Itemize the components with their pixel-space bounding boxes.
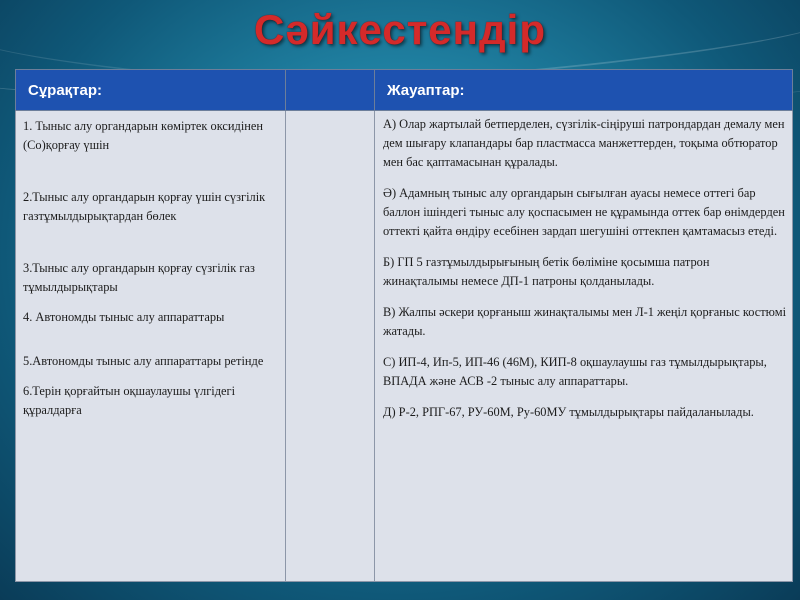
answer-item: А) Олар жартылай бетперделен, сүзгілік-сіңіруші патрондардан демалу мен дем шығару клапандары бар пластмасса манжеттерден, тоқыма обтюратор мен бас қаптамасынан құралады. [383,117,785,169]
answer-item: Б) ГП 5 газтұмылдырығының бетік бөліміне қосымша патрон жинақталымы немесе ДП-1 патроны қолданылады. [383,255,710,288]
answers-cell [375,111,793,582]
empty-cell [286,111,375,582]
question-item: 3.Тыныс алу органдарын қорғау сүзгілік газ тұмылдырықтары [23,261,255,294]
table-header-row [16,70,793,111]
questions-cell [16,111,286,582]
header-answers: Жауаптар: [375,70,793,111]
matching-table [15,69,793,582]
question-item: 4. Автономды тыныс алу аппараттары [23,310,225,324]
slide-title: Сәйкестендір [254,6,546,53]
question-item: 6.Терін қорғайтын оқшаулаушы үлгідегі құралдарға [23,384,236,417]
answer-item: Ә) Адамның тыныс алу органдарын сығылған ауасы немесе оттегі бар баллон ішіндегі тыныс алу қоспасымен не құрамында оттек бар өнімдерден оттекті қайта өндіру есебінен зардап шегушіні оттекпен қамтамасыз етеді. [383,186,785,238]
answer-item: С) ИП-4, Ип-5, ИП-46 (46М), КИП-8 оқшаулаушы газ тұмылдырықтары, ВПАДА және АСВ -2 тыныс алу аппараттары. [383,355,767,388]
header-empty [286,70,375,111]
table-row [16,111,793,582]
question-item: 2.Тыныс алу органдарын қорғау үшін сүзгілік газтұмылдырықтардан бөлек [23,190,266,223]
header-questions: Сұрақтар: [16,70,286,111]
question-item: 5.Автономды тыныс алу аппараттары ретінде [23,354,264,368]
answer-item: В) Жалпы әскери қорғаныш жинақталымы мен Л-1 жеңіл қорғаныс костюмі жатады. [383,305,787,338]
answer-item: Д) Р-2, РПГ-67, РУ-60М, Ру-60МУ тұмылдырықтары пайдаланылады. [383,405,754,419]
question-item: 1. Тыныс алу органдарын көміртек оксидінен (Со)қорғау үшін [23,119,264,152]
